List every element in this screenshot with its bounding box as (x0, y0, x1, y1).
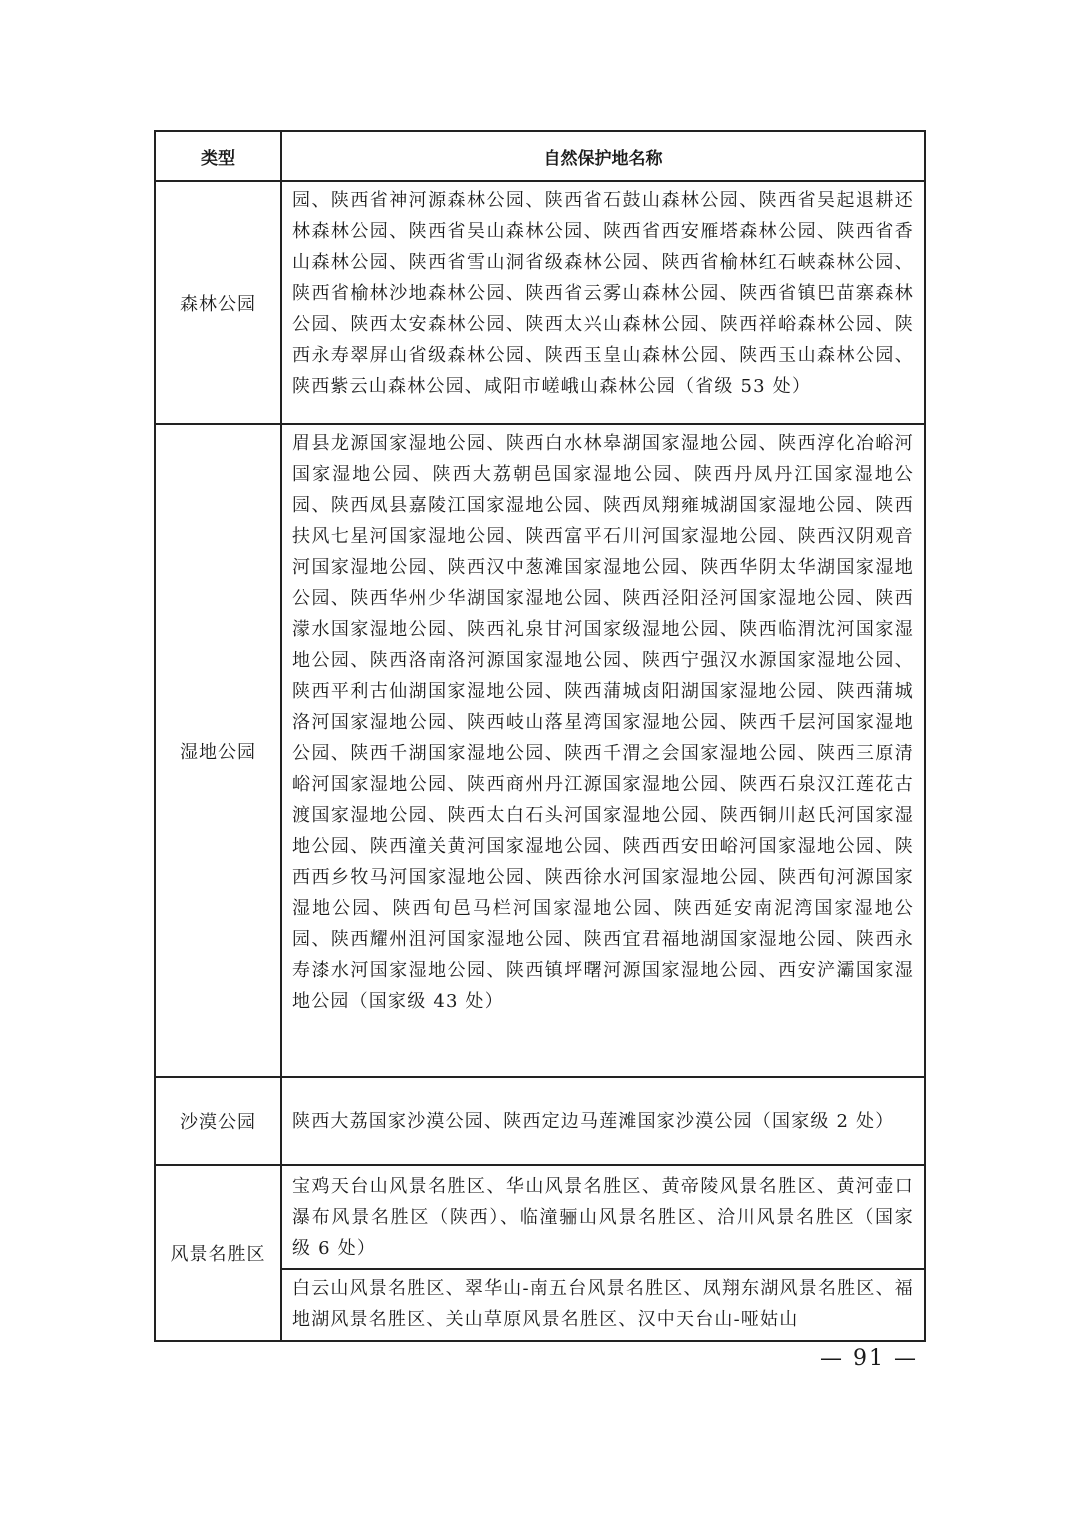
header-type: 类型 (155, 131, 281, 181)
row-type-label: 湿地公园 (155, 424, 281, 1077)
row-names-text: 眉县龙源国家湿地公园、陕西白水林皋湖国家湿地公园、陕西淳化冶峪河国家湿地公园、陕西大荔朝邑国家湿地公园、陕西丹凤丹江国家湿地公园、陕西凤县嘉陵江国家湿地公园、陕西凤翔雍城湖国家湿地公园、陕西扶风七星河国家湿地公园、陕西富平石川河国家湿地公园、陕西汉阴观音河国家湿地公园、陕西汉中葱滩国家湿地公园、陕西华阴太华湖国家湿地公园、陕西华州少华湖国家湿地公园、陕西泾阳泾河国家湿地公园、陕西濛水国家湿地公园、陕西礼泉甘河国家级湿地公园、陕西临渭沈河国家湿地公园、陕西洛南洛河源国家湿地公园、陕西宁强汉水源国家湿地公园、陕西平利古仙湖国家湿地公园、陕西蒲城卤阳湖国家湿地公园、陕西蒲城洛河国家湿地公园、陕西岐山落星湾国家湿地公园、陕西千层河国家湿地公园、陕西千湖国家湿地公园、陕西千渭之会国家湿地公园、陕西三原清峪河国家湿地公园、陕西商州丹江源国家湿地公园、陕西石泉汉江莲花古渡国家湿地公园、陕西太白石头河国家湿地公园、陕西铜川赵氏河国家湿地公园、陕西潼关黄河国家湿地公园、陕西西安田峪河国家湿地公园、陕西西乡牧马河国家湿地公园、陕西徐水河国家湿地公园、陕西旬河源国家湿地公园、陕西旬邑马栏河国家湿地公园、陕西延安南泥湾国家湿地公园、陕西耀州沮河国家湿地公园、陕西宜君福地湖国家湿地公园、陕西永寿漆水河国家湿地公园、陕西镇坪曙河源国家湿地公园、西安浐灞国家湿地公园（国家级 43 处） (281, 424, 925, 1077)
table-row-desert-park (155, 1077, 925, 1165)
page-number: — 91 — (820, 1346, 918, 1371)
row-names-text: 陕西大荔国家沙漠公园、陕西定边马莲滩国家沙漠公园（国家级 2 处） (281, 1077, 925, 1165)
protected-areas-table (154, 130, 926, 1342)
table-row-wetland-park (155, 424, 925, 1077)
table-header-row (155, 131, 925, 181)
header-names: 自然保护地名称 (281, 131, 925, 181)
table-row-scenic-area (155, 1165, 925, 1341)
row-names-text: 园、陕西省神河源森林公园、陕西省石鼓山森林公园、陕西省吴起退耕还林森林公园、陕西省吴山森林公园、陕西省西安雁塔森林公园、陕西省香山森林公园、陕西省雪山洞省级森林公园、陕西省榆林红石峡森林公园、陕西省榆林沙地森林公园、陕西省云雾山森林公园、陕西省镇巴苗寨森林公园、陕西太安森林公园、陕西太兴山森林公园、陕西祥峪森林公园、陕西永寿翠屏山省级森林公园、陕西玉皇山森林公园、陕西玉山森林公园、陕西紫云山森林公园、咸阳市嵯峨山森林公园（省级 53 处） (281, 181, 925, 424)
scenic-national-block: 宝鸡天台山风景名胜区、华山风景名胜区、黄帝陵风景名胜区、黄河壶口瀑布风景名胜区（陕西）、临潼骊山风景名胜区、洽川风景名胜区（国家级 6 处） (292, 1175, 914, 1259)
scenic-provincial-block: 白云山风景名胜区、翠华山-南五台风景名胜区、凤翔东湖风景名胜区、福地湖风景名胜区、关山草原风景名胜区、汉中天台山-哑姑山 (282, 1268, 924, 1339)
table-row-forest-park (155, 181, 925, 424)
row-names-blocks (281, 1165, 925, 1341)
row-type-label: 风景名胜区 (155, 1165, 281, 1341)
row-type-label: 沙漠公园 (155, 1077, 281, 1165)
row-type-label: 森林公园 (155, 181, 281, 424)
